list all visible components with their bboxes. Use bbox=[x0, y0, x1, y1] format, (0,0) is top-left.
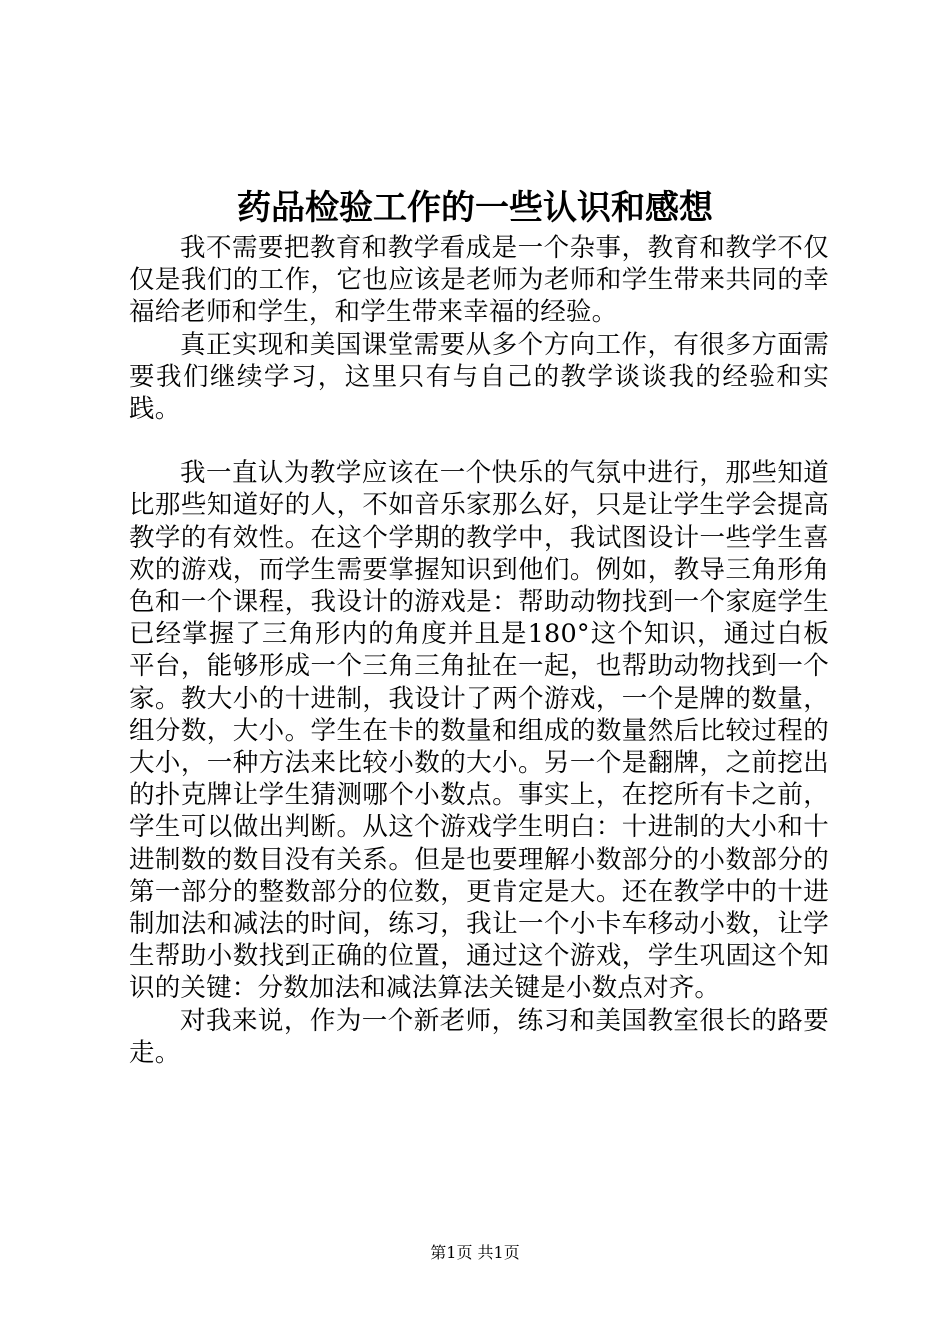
paragraph-1: 我不需要把教育和教学看成是一个杂事，教育和教学不仅仅是我们的工作，它也应该是老师为老师和学生带来共同的幸福给老师和学生，和学生带来幸福的经验。 bbox=[129, 233, 829, 328]
page-footer: 第1页 共1页 bbox=[430, 1243, 520, 1262]
paragraph-spacer bbox=[129, 425, 829, 457]
document-body bbox=[129, 232, 829, 1069]
paragraph-2: 真正实现和美国课堂需要从多个方向工作，有很多方面需要我们继续学习，这里只有与自己的教学谈谈我的经验和实践。 bbox=[129, 329, 829, 425]
paragraph-3: 我一直认为教学应该在一个快乐的气氛中进行，那些知道比那些知道好的人，不如音乐家那么好，只是让学生学会提高教学的有效性。在这个学期的教学中，我试图设计一些学生喜欢的游戏，而学生需要掌握知识到他们。例如，教导三角形角色和一个课程，我设计的游戏是：帮助动物找到一个家庭学生已经掌握了三角形内的角度并且是180°这个知识，通过白板平台，能够形成一个三角三角扯在一起，也帮助动物找到一个家。教大小的十进制，我设计了两个游戏，一个是牌的数量，组分数，大小。学生在卡的数量和组成的数量然后比较过程的大小，一种方法来比较小数的大小。另一个是翻牌，之前挖出的扑克牌让学生猜测哪个小数点。事实上，在挖所有卡之前，学生可以做出判断。从这个游戏学生明白：十进制的大小和十进制数的数目没有关系。但是也要理解小数部分的小数部分的第一部分的整数部分的位数，更肯定是大。还在教学中的十进制加法和减法的时间，练习，我让一个小卡车移动小数，让学生帮助小数找到正确的位置，通过这个游戏，学生巩固这个知识的关键：分数加法和减法算法关键是小数点对齐。 bbox=[129, 458, 829, 1004]
document-title: 药品检验工作的一些认识和感想 bbox=[237, 188, 713, 228]
paragraph-4: 对我来说，作为一个新老师，练习和美国教室很长的路要走。 bbox=[129, 1005, 829, 1068]
